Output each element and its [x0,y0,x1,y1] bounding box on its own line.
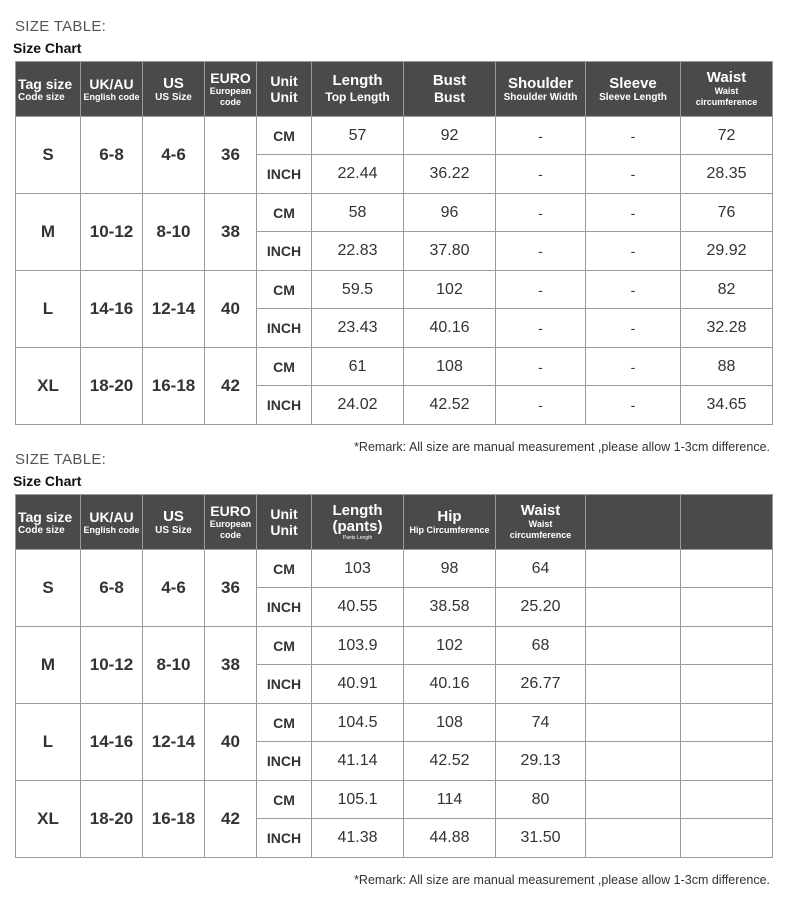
tag-size-cell: XL [16,781,81,858]
value-cell: 103 [312,550,404,588]
header-uk-au: UK/AU English code [81,495,143,550]
table-row [16,550,773,588]
value-cell: 41.14 [312,742,404,781]
value-cell: 80 [496,781,586,819]
header-uk-au: UK/AU English code [81,62,143,117]
us-cell: 16-18 [143,781,205,858]
value-cell: 29.92 [681,232,773,271]
value-cell: - [496,271,586,309]
unit-cell: INCH [257,155,312,194]
value-cell: 105.1 [312,781,404,819]
value-cell: 88 [681,348,773,386]
header-shoulder: Shoulder Shoulder Width [496,62,586,117]
value-cell: - [586,155,681,194]
value-cell: 68 [496,627,586,665]
value-cell: 102 [404,627,496,665]
value-cell: 34.65 [681,386,773,425]
value-cell: - [496,348,586,386]
value-cell: 22.83 [312,232,404,271]
header-tag-size: Tag size Code size [16,495,81,550]
euro-cell: 42 [205,781,257,858]
unit-cell: INCH [257,309,312,348]
value-cell [586,781,681,819]
unit-cell: INCH [257,232,312,271]
value-cell: 40.55 [312,588,404,627]
header-us: US US Size [143,62,205,117]
table-row [16,271,773,309]
value-cell: 64 [496,550,586,588]
value-cell [681,665,773,704]
euro-cell: 36 [205,550,257,627]
value-cell: 58 [312,194,404,232]
value-cell [586,742,681,781]
value-cell: 29.13 [496,742,586,781]
value-cell: 42.52 [404,742,496,781]
value-cell: 23.43 [312,309,404,348]
header-empty [586,495,681,550]
value-cell: 104.5 [312,704,404,742]
euro-cell: 38 [205,194,257,271]
header-sleeve: Sleeve Sleeve Length [586,62,681,117]
value-cell: 103.9 [312,627,404,665]
header-empty [681,495,773,550]
header-waist: Waist Waist circumference [681,62,773,117]
value-cell: 40.16 [404,665,496,704]
value-cell: - [496,117,586,155]
value-cell [586,627,681,665]
unit-cell: INCH [257,386,312,425]
value-cell [681,588,773,627]
value-cell: 108 [404,704,496,742]
unit-cell: CM [257,348,312,386]
table-row [16,194,773,232]
value-cell: 36.22 [404,155,496,194]
unit-cell: INCH [257,742,312,781]
unit-cell: CM [257,271,312,309]
value-cell: 24.02 [312,386,404,425]
size-chart-table [15,494,773,858]
tag-size-cell: XL [16,348,81,425]
value-cell [681,819,773,858]
euro-cell: 40 [205,271,257,348]
table-row [16,348,773,386]
unit-cell: CM [257,781,312,819]
size-table-pants [0,433,790,910]
value-cell: - [586,386,681,425]
uk-au-cell: 10-12 [81,627,143,704]
value-cell: - [496,386,586,425]
section-title: Size Chart [13,473,82,489]
value-cell: - [496,309,586,348]
value-cell [586,588,681,627]
value-cell [681,627,773,665]
value-cell [681,550,773,588]
euro-cell: 38 [205,627,257,704]
value-cell: 42.52 [404,386,496,425]
euro-cell: 36 [205,117,257,194]
value-cell: - [586,309,681,348]
value-cell [586,819,681,858]
value-cell [586,704,681,742]
unit-cell: CM [257,627,312,665]
value-cell [681,704,773,742]
value-cell: - [496,194,586,232]
value-cell: 96 [404,194,496,232]
value-cell: 102 [404,271,496,309]
uk-au-cell: 14-16 [81,704,143,781]
uk-au-cell: 6-8 [81,550,143,627]
value-cell: 40.91 [312,665,404,704]
value-cell: 31.50 [496,819,586,858]
section-label: SIZE TABLE: [15,451,107,468]
value-cell: - [586,348,681,386]
value-cell: - [496,232,586,271]
value-cell: 76 [681,194,773,232]
value-cell: 44.88 [404,819,496,858]
size-chart-table [15,61,773,425]
uk-au-cell: 18-20 [81,781,143,858]
unit-cell: INCH [257,588,312,627]
remark-note: *Remark: All size are manual measurement ,please allow 1-3cm difference. [354,440,770,454]
value-cell: - [496,155,586,194]
us-cell: 8-10 [143,194,205,271]
uk-au-cell: 18-20 [81,348,143,425]
value-cell: 108 [404,348,496,386]
header-unit: Unit Unit [257,495,312,550]
unit-cell: CM [257,550,312,588]
header-length: Length Top Length [312,62,404,117]
header-euro: EURO European code [205,62,257,117]
unit-cell: CM [257,194,312,232]
value-cell: 38.58 [404,588,496,627]
header-hip: Hip Hip Circumference [404,495,496,550]
us-cell: 8-10 [143,627,205,704]
uk-au-cell: 6-8 [81,117,143,194]
header-unit: Unit Unit [257,62,312,117]
value-cell: - [586,232,681,271]
table-row [16,117,773,155]
value-cell: 82 [681,271,773,309]
value-cell: - [586,194,681,232]
value-cell [586,550,681,588]
value-cell: 32.28 [681,309,773,348]
value-cell: 61 [312,348,404,386]
header-us: US US Size [143,495,205,550]
value-cell [681,781,773,819]
header-row [16,495,773,550]
tag-size-cell: L [16,271,81,348]
value-cell: 72 [681,117,773,155]
tag-size-cell: M [16,194,81,271]
value-cell: 25.20 [496,588,586,627]
tag-size-cell: L [16,704,81,781]
header-tag-size: Tag size Code size [16,62,81,117]
section-label: SIZE TABLE: [15,18,107,35]
tag-size-cell: M [16,627,81,704]
uk-au-cell: 10-12 [81,194,143,271]
euro-cell: 42 [205,348,257,425]
table-row [16,781,773,819]
value-cell [586,665,681,704]
value-cell: - [586,117,681,155]
remark-note: *Remark: All size are manual measurement ,please allow 1-3cm difference. [354,873,770,887]
value-cell: 41.38 [312,819,404,858]
us-cell: 4-6 [143,550,205,627]
section-title: Size Chart [13,40,82,56]
value-cell: 59.5 [312,271,404,309]
table-row [16,627,773,665]
value-cell: 74 [496,704,586,742]
header-bust: Bust Bust [404,62,496,117]
unit-cell: CM [257,704,312,742]
value-cell: 37.80 [404,232,496,271]
us-cell: 12-14 [143,271,205,348]
header-row [16,62,773,117]
header-length-pants: Length (pants) Pants Length [312,495,404,550]
unit-cell: CM [257,117,312,155]
header-euro: EURO European code [205,495,257,550]
value-cell: 114 [404,781,496,819]
uk-au-cell: 14-16 [81,271,143,348]
header-waist: Waist Waist circumference [496,495,586,550]
value-cell: 40.16 [404,309,496,348]
value-cell: 98 [404,550,496,588]
table-row [16,704,773,742]
value-cell: 26.77 [496,665,586,704]
tag-size-cell: S [16,117,81,194]
value-cell: 22.44 [312,155,404,194]
euro-cell: 40 [205,704,257,781]
value-cell: - [586,271,681,309]
tag-size-cell: S [16,550,81,627]
value-cell: 92 [404,117,496,155]
unit-cell: INCH [257,665,312,704]
value-cell: 57 [312,117,404,155]
value-cell: 28.35 [681,155,773,194]
us-cell: 4-6 [143,117,205,194]
us-cell: 16-18 [143,348,205,425]
value-cell [681,742,773,781]
us-cell: 12-14 [143,704,205,781]
unit-cell: INCH [257,819,312,858]
